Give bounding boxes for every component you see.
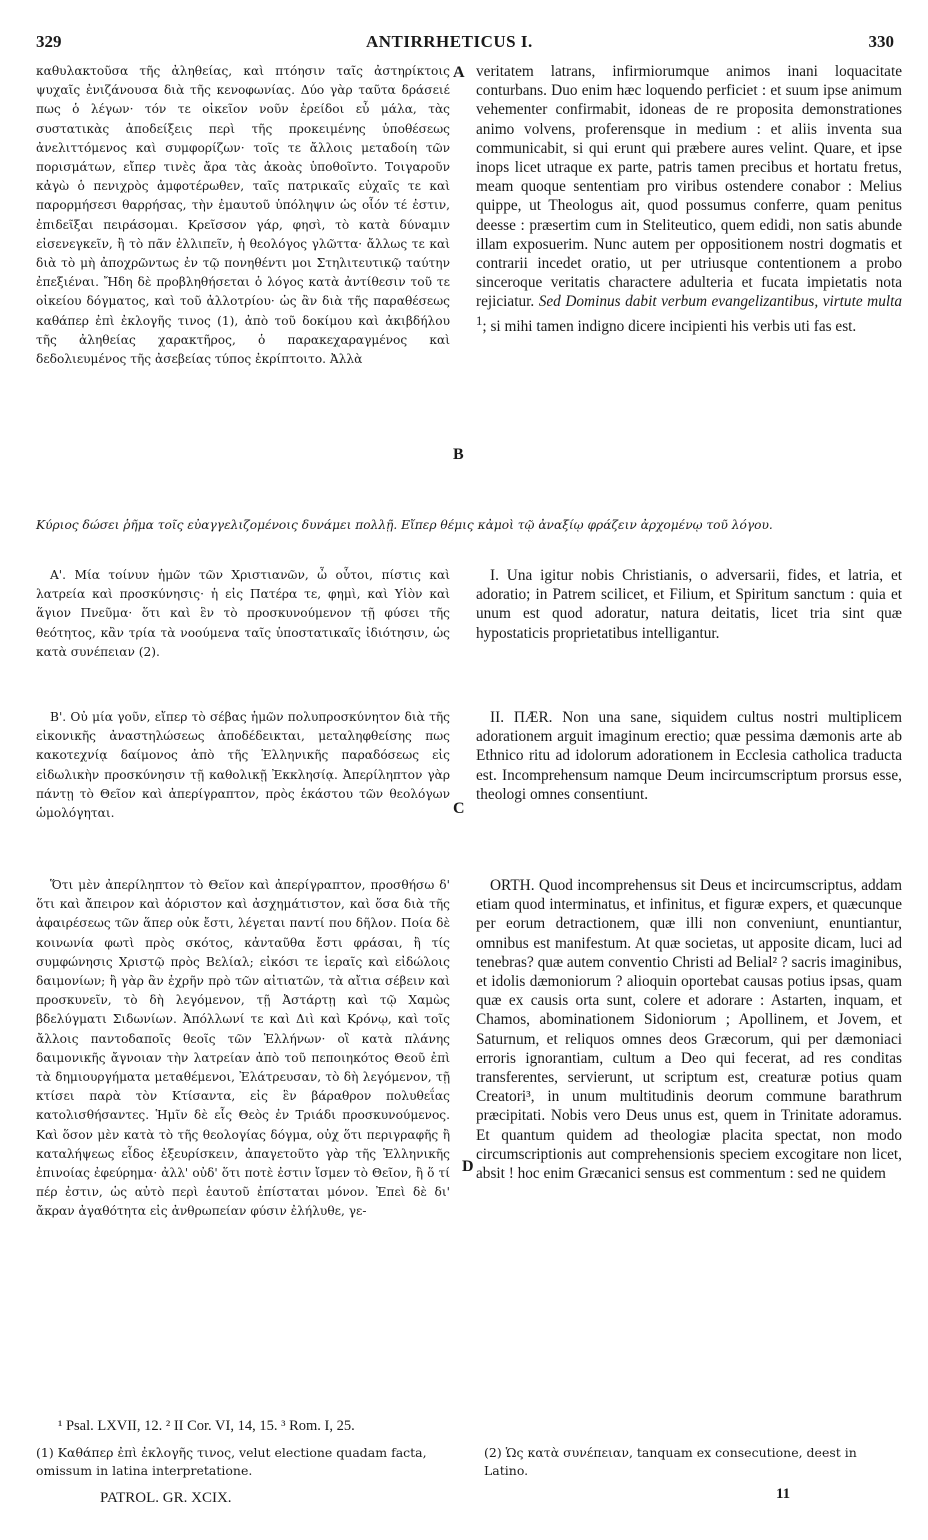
greek-intro-text: καθυλακτοῦσα τῆς ἀληθείας, καὶ πτόησιν ταῖς ἀστηρίκτοις ψυχαῖς ἐνιζάνουσα διὰ τῆς κενοφωνίας. Δύο γὰρ ταῦτα δράσειέ πως ὁ λέγων· τόν τε οἰκεῖον νοῦν ἐρείδοι εὖ μάλα, τὰς συστατικὰς ἀποδείξεις περὶ τῆς προκειμένης ὑποθέσεως ἀνελιττόμενος καὶ συμφορίζων· τοῖς τε ἄλλοις μεταδοίη τῶν πορισμάτων, εἴπερ τινὲς ἄρα τὰς ἀκοὰς ὑποθοῖντο. Τοιγαροῦν κἀγὼ ὁ πενιχρὸς ἀμφοτέρωθεν, ταῖς πατρικαῖς εὐχαῖς τε καὶ παρορμήσεσι θαρρήσας, τὴν ἐμαυτοῦ ὑπόληψιν ὡς οἷόν τέ ἐστιν, ἐπιδεῖξαι πειράσομαι. Κρεῖσσον γάρ, φησὶ, τὸ κατὰ δύναμιν εἰσενεγκεῖν, ἢ τὸ πᾶν ἐλλιπεῖν, ἡ θεολόγος γλῶττα· ἄλλως τε καὶ διὰ τὸ μὴ ἀποχρῶντως ἐν τῷ πονηθέντι μοι Στηλιτευτικῷ ταύτην ἐπεξιέναι. Ἤδη δὲ προβληθήσεται ὁ λόγος κατὰ ἀντίθεσιν τοῦ τε οἰκείου δόγματος, καὶ τοῦ ἀλλοτρίου· ὡς ἂν διὰ τῆς παραθέσεως καθάπερ ἐπὶ ἐκλογῆς τινος (1), ἀπὸ τοῦ δοκίμου καὶ ἀκιβδήλου τῆς ἀληθείας χαρακτῆρος, ὁ παρακεχαραγμένος καὶ δεδολιευμένος τῆς ἀσεβείας τύπος ἐκρίπτοιτο. Ἀλλὰ xyxy=(36,64,450,367)
page-number-right: 330 xyxy=(868,32,894,51)
latin-intro-quote: Sed Dominus dabit verbum evangelizantibus, virtute multa xyxy=(538,293,902,311)
volume-signature: PATROL. GR. XCIX. xyxy=(100,1490,232,1506)
latin-paragraph-2-text: II. ΠÆR. Non una sane, siquidem cultus nostri multiplicem adorationem arguit imaginum erectio; quæ pessima dæmonis arte ab Ethnico ritu ad idolorum adorationem in Ecclesia catholica traducta est. Incomprehensum namque Deum incircumscriptum prorsus esse, theologi omnes consentiunt. xyxy=(476,709,902,803)
greek-paragraph-1 xyxy=(36,566,450,704)
footnote-2-text: (2) Ὡς κατὰ συνέπειαν, tanquam ex consecutione, deest in Latino. xyxy=(484,1445,857,1478)
greek-paragraph-2 xyxy=(36,708,450,874)
footnote-2 xyxy=(484,1444,902,1480)
greek-intro-tail-text: Κύριος δώσει ῥῆμα τοῖς εὐαγγελιζομένοις δυνάμει πολλῇ. Εἴπερ θέμις κἀμοὶ τῷ ἀναξίῳ φράζειν ἀρχομένῳ τοῦ λόγου. xyxy=(36,518,773,532)
latin-paragraph-1-text: I. Una igitur nobis Christianis, o adversarii, fides, et latria, et adoratio; in Patrem scilicet, et Filium, et Spiritum sanctum : quia et unum est quod adoratur, natura deitatis, licet tria sint quæ hypostaticis proprietatibus intelligantur. xyxy=(476,567,902,642)
page-number-left: 329 xyxy=(36,32,62,51)
sheet-number: 11 xyxy=(776,1486,791,1502)
margin-marker-a: A xyxy=(453,64,465,81)
running-title: ANTIRRHETICUS I. xyxy=(366,32,533,51)
latin-paragraph-3 xyxy=(476,876,902,1402)
running-header xyxy=(36,32,894,56)
margin-marker-d: D xyxy=(462,1158,474,1175)
latin-paragraph-1 xyxy=(476,566,902,704)
greek-paragraph-3-text: Ὅτι μὲν ἀπερίληπτον τὸ Θεῖον καὶ ἀπερίγραπτον, προσθήσω δ' ὅτι καὶ ἄπειρον καὶ ἀόριστον καὶ ἀσχημάτιστον, καὶ ὅσα διὰ τῆς ἀφαιρέσεως τῶν ἅπερ οὐκ ἔστι, λέγεται παντί που δῆλον. Ποία δὲ κοινωνία φωτὶ πρὸς σκότος, κἀνταῦθα ἔστι φράσαι, ἢ τίς συμφώνησις Χριστῷ πρὸς Βελίαλ; εἰκόσι τε ἱεραῖς καὶ εἰδώλοις δαιμονίων; ἢ γὰρ ἂν ἐχρῆν πρὸ τῶν αἰτιατῶν, τὰ αἴτια σέβειν καὶ προσκυνεῖν, τὸ δὴ λεγόμενον, τῇ Ἀστάρτῃ καὶ τῷ Χαμὼς βδελύγματι Σιδωνίων. Ἀπόλλωνί τε καὶ Διὶ καὶ Κρόνῳ, καὶ τοῖς ἄλλοις παντοδαποῖς θεοῖς τῶν Ἑλλήνων· οἳ κατὰ πλάνης δαιμονικῆς ἄγνοιαν τὴν λατρείαν ἀπὸ τοῦ πεποιηκότος Θεοῦ ἐπὶ τὰ δημιουργήματα μεταθέμενοι, Ἐλάτρευσαν, τὸ δὴ λεγόμενον, τῇ κτίσει παρὰ τὸν Κτίσαντα, εἰς ἓν βάραθρον πολυθεΐας κατολισθήσαντες. Ἡμῖν δὲ εἷς Θεὸς ἐν Τριάδι προσκυνούμενος. Καὶ ὅσον μὲν κατὰ τὸ τῆς θεολογίας δόγμα, οὐχ ὅτι περιγραφῆς ἢ καταλήψεως εἶδος ἐξευρίσκειν, ἀπαγετοῦτο γὰρ τῆς Ἑλληνικῆς ἐπινοίας ἐφεύρημα· ἀλλ' οὐδ' ὅτι ποτὲ ἐστιν ἴσμεν τὸ Θεῖον, ἢ ὅ τί πέρ ἐστιν, ὡς αὐτὸ περὶ ἑαυτοῦ ἐπίσταται μόνον. Ἐπεὶ δὲ δι' ἄκραν ἀγαθότητα εἰς ἀνθρωπείαν φύσιν ἐλήλυθε, γε- xyxy=(36,878,450,1219)
greek-intro xyxy=(36,62,450,514)
margin-marker-b: B xyxy=(453,446,464,463)
margin-marker-c: C xyxy=(453,800,465,817)
latin-intro-body: veritatem latrans, infirmiorumque animos inani loquacitate conturbans. Duo enim hæc loquendo perficiet : et suum ipse animum vehementer confirmabit, idoneas de re proposita demonstrationes animo volvens, proferensque in medium : et aliis inventa sua communicabit, si qui erunt qui præbere aures velint. Quare, et ipse inops licet utraque ex parte, patris tamen precibus et hortatu fretus, meam quoque sententiam pro viribus ostendere conabor : Melius quippe, ut Theologus ait, quod possumus conferre, quam penitus deesse : præsertim cum in Steliteutico, quem edidi, non satis abunde illam exposuerim. Nunc autem per oppositionem nostri dogmatis et contrarii incedet oratio, ut per utriusque contentionem a probo sinceroque veritatis charactere adulteria et fucata impietatis nota rejiciatur. xyxy=(476,63,902,311)
latin-intro-end: ; si mihi tamen indigno dicere incipienti his verbis uti fas est. xyxy=(482,317,857,335)
latin-intro xyxy=(476,62,902,514)
greek-paragraph-3 xyxy=(36,876,450,1402)
greek-paragraph-1-text: Α'. Μία τοίνυν ἡμῶν τῶν Χριστιανῶν, ὦ οὗτοι, πίστις καὶ λατρεία καὶ προσκύνησις· ἡ εἰς Πατέρα τε, φημὶ, καὶ Υἱὸν καὶ ἅγιον Πνεῦμα· ὅτι καὶ ἓν τὸ προσκυνούμενον τῇ φύσει τῆς θεότητος, κἂν τρία τὰ νοούμενα ταῖς ὑποστατικαῖς ἰδιότησιν, ὡς κατὰ συνέπειαν (2). xyxy=(36,568,450,659)
greek-paragraph-2-text: Β'. Οὐ μία γοῦν, εἴπερ τὸ σέβας ἡμῶν πολυπροσκύνητον διὰ τῆς εἰκονικῆς ἀναστηλώσεως ἀποδέδεικται, μεταληφθείσης πως κακοτεχνίᾳ δαίμονος ἀπὸ τῆς Ἑλληνικῆς παραδόσεως εἰς εἰδωλικὴν προσκύνησιν τῇ καθολικῇ Ἐκκλησίᾳ. Ἀπερίληπτον γὰρ πάντῃ τὸ Θεῖον καὶ ἀπερίγραπτον, πρὸς ἑκάστου τῶν θεολόγων ὡμολόγηται. xyxy=(36,710,450,821)
footnote-ref: 1 xyxy=(476,313,483,328)
footnote-1-text: (1) Καθάπερ ἐπὶ ἐκλογῆς τινος, velut electione quadam facta, omissum in latina interpretatione. xyxy=(36,1445,427,1478)
footnote-1 xyxy=(36,1444,464,1480)
greek-intro-tail xyxy=(36,516,902,556)
latin-paragraph-2 xyxy=(476,708,902,874)
scripture-references: ¹ Psal. LXVII, 12. ² II Cor. VI, 14, 15. ³ Rom. I, 25. xyxy=(58,1418,355,1434)
latin-intro-text xyxy=(476,62,902,336)
latin-paragraph-3-text: ORTH. Quod incomprehensus sit Deus et incircumscriptus, addam etiam quod interminatus, et infinitus, et figuræ expers, et quæcunque per eorum detractionem, quæ illi non conveniunt, enuntiantur, omnibus est manifestum. At quæ societas, ut apposite dicam, luci ad tenebras? quæ autem conventio Christi ad Belial² ? sacris imaginibus, et idolis dæmoniorum ? alioquin oportebat causas potius ipsas, quam quæ ex causis orta sunt, colere et adorare : Astarten, inquam, et Chamos, abominationem Sidoniorum ; Apollinem, et Jovem, et Saturnum, et reliquos omnes deos Græcorum, qui per dæmoniaci erroris ignorantiam, cultum a Deo qui fecerat, ad res conditas transferentes, servierunt, ut scriptum est, creaturæ potius quam Creatori³, in unum multitudinis deorum commune barathrum præcipitati. Nobis vero Deus unus est, quem in Trinitate adoramus. Et quantum quidem ad theologiæ placita spectat, non modo circumscriptionis aut comprehensionis speciem excogitare non licet, absit ! hoc enim Græcanici sensus est commentum : sed ne quidem xyxy=(476,877,902,1183)
